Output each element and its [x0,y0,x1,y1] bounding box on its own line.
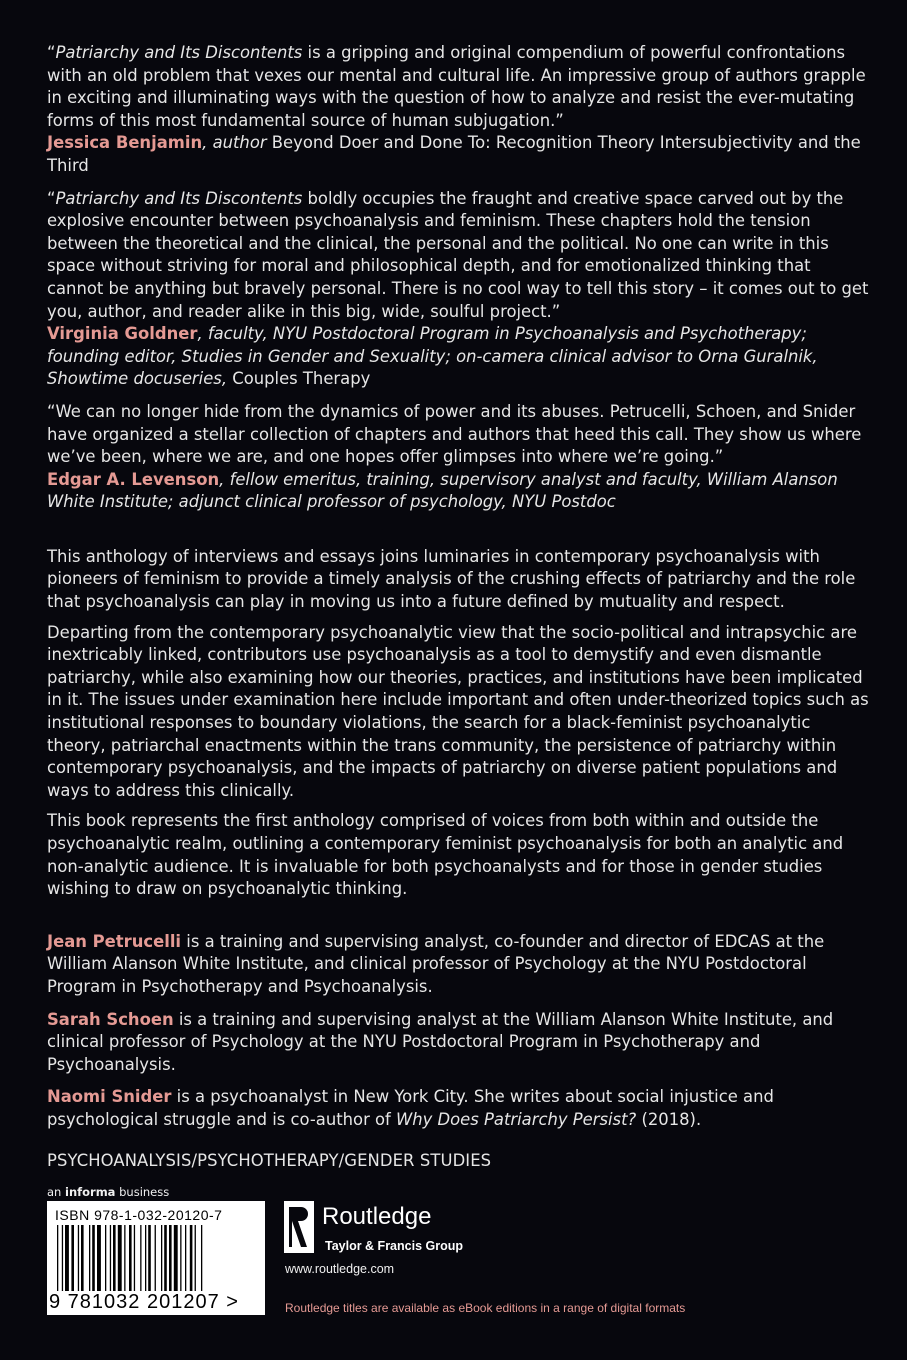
bio-text-tail: (2018). [636,1109,702,1129]
subject-category: PSYCHOANALYSIS/PSYCHOTHERAPY/GENDER STUDIES [47,1150,492,1170]
praise-credit: , faculty, NYU Postdoctoral Program in Psychoanalysis and Psychotherapy; founding editor, Studies in Gender and Sexuality; on-camera clinical advisor to Orna Guralnik, Showtime docuseries, [47,324,818,389]
barcode-digits: 9 781032 201207 > [49,1291,239,1313]
praise-quote-title: Patriarchy and Its Discontents [55,188,303,208]
praise-author: Edgar A. Levenson [47,469,220,489]
editor-bios [47,931,869,1132]
praise-item: “Patriarchy and Its Discontents boldly occupies the fraught and creative space carved out by the explosive encounter between psychoanalysis and feminism. These chapters hold the tension between the theoretical and the clinical, the personal and the political. No one can write in this space without striving for moral and philosophical depth, and for emotionalized thinking that cannot be anything but bravely personal. There is no cool way to tell this story – it comes out to get you, author, and reader alike in this big, wide, soulful project.” Virginia Goldner, faculty, NYU Postdoctoral Program in Psychoanalysis and Psychotherapy; founding editor, Studies in Gender and Sexuality; on-camera clinical advisor to Orna Guralnik, Showtime docuseries, Couples Therapy [47,188,869,389]
praise-section [47,42,869,514]
description-paragraph: This book represents the first anthology comprised of voices from both within and outside the psychoanalytic realm, outlining a contemporary feminist psychoanalysis for both an analytic and non-analytic audience. It is invaluable for both psychoanalysts and for those in gender studies wishing to draw on psychoanalytic thinking. [47,811,844,899]
bio-text: is a training and supervising analyst, co-founder and director of EDCAS at the William Alanson White Institute, and clinical professor of Psychology at the NYU Postdoctoral Program in Psychotherapy and Psychoanalysis. [47,931,825,996]
publisher-url: www.routledge.com [285,1262,395,1276]
praise-item: “Patriarchy and Its Discontents is a gripping and original compendium of powerful confrontations with an old problem that vexes our mental and cultural life. An impressive group of authors grapple in exciting and illuminating ways with the question of how to analyze and resist the ever-mutating forms of this most fundamental source of human subjugation.” Jessica Benjamin, author Beyond Doer and Done To: Recognition Theory Intersubjectivity and the Third [47,43,866,175]
praise-author: Jessica Benjamin [47,133,203,153]
praise-item: “We can no longer hide from the dynamics of power and its abuses. Petrucelli, Schoen, and Snider have organized a stellar collection of chapters and authors that heed this call. They show us where we’ve been, where we are, and one hopes offer glimpses into where we’re going.” Edgar A. Levenson, fellow emeritus, training, supervisory analyst and faculty, William Alanson White Institute; adjunct clinical professor of psychology, NYU Postdoc [47,401,862,512]
bio-book-title: Why Does Patriarchy Persist? [396,1109,637,1129]
barcode-icon [57,1225,255,1291]
praise-quote-title: Patriarchy and Its Discontents [55,43,303,62]
bio-text: is a training and supervising analyst at the William Alanson White Institute, and clinical professor of Psychology at the NYU Postdoctoral Program in Psychotherapy and Psychoanalysis. [47,1009,834,1074]
praise-quote: We can no longer hide from the dynamics of power and its abuses. Petrucelli, Schoen, and Snider have organized a stellar collection of chapters and authors that heed this call. They show us where we’ve been, where we are, and one hopes offer glimpses into where we’re going.” [47,401,862,467]
informa-brand: informa [65,1185,116,1199]
bio-item [47,1009,869,1077]
bio-name: Naomi Snider [47,1087,172,1107]
praise-credit: , fellow emeritus, training, supervisory analyst and faculty, William Alanson White Institute; adjunct clinical professor of psychology, NYU Postdoc [47,469,838,512]
bio-name: Sarah Schoen [47,1009,174,1029]
bio-text: is a psychoanalyst in New York City. She writes about social injustice and psychological struggle and is co-author of [47,1087,774,1129]
informa-tagline: an informa business [47,1185,170,1199]
praise-quote: is a gripping and original compendium of powerful confrontations with an old problem that vexes our mental and cultural life. An impressive group of authors grapple in exciting and illuminating ways with the question of how to analyze and resist the ever-mutating forms of this most fundamental source of human subjugation.” [47,43,866,130]
praise-credit: , author [202,133,267,153]
isbn-number: ISBN 978-1-032-20120-7 [55,1207,223,1223]
ebook-note: Routledge titles are available as eBook editions in a range of digital formats [285,1301,686,1315]
description-paragraph: Departing from the contemporary psychoanalytic view that the socio-political and intrapsychic are inextricably linked, contributors use psychoanalysis as a tool to demystify and even dismantle patriarchy, while also examining how our theories, practices, and institutions have been implicated in it. The issues under examination here include important and often under-theorized topics such as institutional responses to boundary violations, the search for a black-feminist psychoanalytic theory, patriarchal enactments within the trans community, the persistence of patriarchy within contemporary psychoanalysis, and the impacts of patriarchy on diverse patient populations and ways to address this clinically. [47,622,869,800]
publisher-group: Taylor & Francis Group [325,1239,463,1253]
routledge-logo-icon [284,1201,314,1253]
back-cover-text [47,42,869,1172]
bio-item [47,1086,869,1131]
praise-quote: boldly occupies the fraught and creative space carved out by the explosive encounter between psychoanalysis and feminism. These chapters hold the tension between the theoretical and the clinical, the personal and the political. No one can write in this space without striving for moral and philosophical depth, and for emotionalized thinking that cannot be anything but bravely personal. There is no cool way to tell this story – it comes out to get you, author, and reader alike in this big, wide, soulful project.” [47,188,869,321]
isbn-barcode [47,1201,265,1315]
description-paragraph: This anthology of interviews and essays joins luminaries in contemporary psychoanalysis with pioneers of feminism to provide a timely analysis of the crushing effects of patriarchy and the role that psychoanalysis can play in moving us into a future defined by mutuality and respect. [47,546,856,612]
book-description [47,546,869,901]
praise-author: Virginia Goldner [47,324,198,344]
bio-item [47,931,869,999]
bio-name: Jean Petrucelli [47,931,182,951]
praise-credit-title: Couples Therapy [227,369,371,389]
praise-credit-title: Beyond Doer and Done To: Recognition Theory Intersubjectivity and the Third [47,133,861,175]
publisher-name: Routledge [322,1203,432,1230]
